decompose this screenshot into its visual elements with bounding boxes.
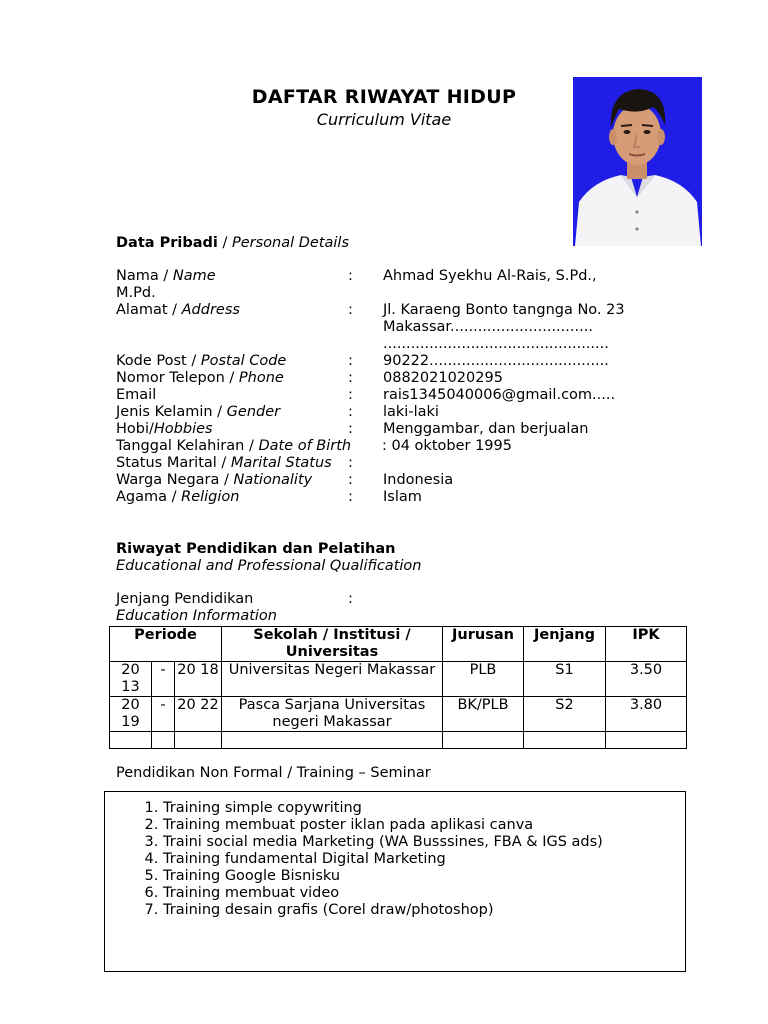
address-value: Jl. Karaeng Bonto tangnga No. 23	[383, 302, 625, 318]
list-item: 6. Training membuat video	[163, 885, 685, 902]
name-value-wrap: M.Pd.	[116, 285, 156, 301]
name-value: Ahmad Syekhu Al-Rais, S.Pd.,	[383, 268, 597, 284]
field-address-line2: Makassar...............................	[383, 319, 593, 335]
list-item: 1. Training simple copywriting	[163, 800, 685, 817]
header-level: Jenjang	[524, 627, 606, 662]
list-item: 7. Training desain grafis (Corel draw/photoshop)	[163, 902, 685, 919]
table-row-empty	[110, 732, 687, 749]
personal-details-heading: Data Pribadi / Personal Details	[116, 235, 350, 251]
period-dash: -	[152, 697, 175, 732]
table-row	[110, 662, 687, 697]
page-title: DAFTAR RIWAYAT HIDUP	[251, 86, 517, 108]
field-birth-date: Tanggal Kelahiran / Date of Birth : 04 oktober 1995	[116, 438, 512, 454]
period-start: 20 13	[110, 662, 152, 697]
field-postal-code: Kode Post / Postal Code : 90222.......................................	[116, 353, 609, 369]
period-start: 20 19	[110, 697, 152, 732]
header-major: Jurusan	[443, 627, 524, 662]
page-subtitle: Curriculum Vitae	[316, 110, 452, 129]
education-heading: Riwayat Pendidikan dan Pelatihan	[116, 541, 396, 557]
level-cell: S2	[524, 697, 606, 732]
field-gender: Jenis Kelamin / Gender : laki-laki	[116, 404, 439, 420]
education-heading-english: Educational and Professional Qualification	[116, 558, 422, 574]
table-row	[110, 697, 687, 732]
level-cell: S1	[524, 662, 606, 697]
list-item: 5. Training Google Bisnisku	[163, 868, 685, 885]
gpa-cell: 3.80	[606, 697, 687, 732]
field-marital-status: Status Marital / Marital Status :	[116, 455, 353, 471]
list-item: 4. Training fundamental Digital Marketing	[163, 851, 685, 868]
period-dash: -	[152, 662, 175, 697]
major-cell: PLB	[443, 662, 524, 697]
period-end: 20 22	[175, 697, 222, 732]
header-period: Periode	[110, 627, 222, 662]
field-address: Alamat / Address : Jl. Karaeng Bonto tangnga No. 23	[116, 302, 625, 318]
period-end: 20 18	[175, 662, 222, 697]
major-cell: BK/PLB	[443, 697, 524, 732]
field-nationality: Warga Negara / Nationality : Indonesia	[116, 472, 454, 488]
field-name-cont	[116, 285, 676, 302]
field-hobbies: Hobi/Hobbies : Menggambar, dan berjualan	[116, 421, 589, 437]
education-info-label: Education Information	[116, 608, 277, 624]
school-cell: Pasca Sarjana Universitas negeri Makassar	[222, 697, 443, 732]
table-header-row	[110, 627, 687, 662]
education-table	[109, 626, 687, 749]
training-list	[105, 800, 685, 919]
school-cell: Universitas Negeri Makassar	[222, 662, 443, 697]
training-list-box	[104, 791, 686, 972]
field-religion: Agama / Religion : Islam	[116, 489, 422, 505]
education-level-label: Jenjang Pendidikan :	[116, 591, 353, 607]
list-item: 2. Training membuat poster iklan pada aplikasi canva	[163, 817, 685, 834]
profile-photo	[573, 77, 702, 246]
field-email: Email : rais1345040006@gmail.com.....	[116, 387, 616, 403]
field-phone: Nomor Telepon / Phone : 0882021020295	[116, 370, 503, 386]
gpa-cell: 3.50	[606, 662, 687, 697]
header-school: Sekolah / Institusi / Universitas	[222, 627, 443, 662]
field-name: Nama / Name : Ahmad Syekhu Al-Rais, S.Pd.,	[116, 268, 597, 284]
header-gpa: IPK	[606, 627, 687, 662]
training-heading: Pendidikan Non Formal / Training – Seminar	[116, 765, 431, 781]
field-address-line3: .................................................	[383, 336, 609, 352]
list-item: 3. Traini social media Marketing (WA Busssines, FBA & IGS ads)	[163, 834, 685, 851]
